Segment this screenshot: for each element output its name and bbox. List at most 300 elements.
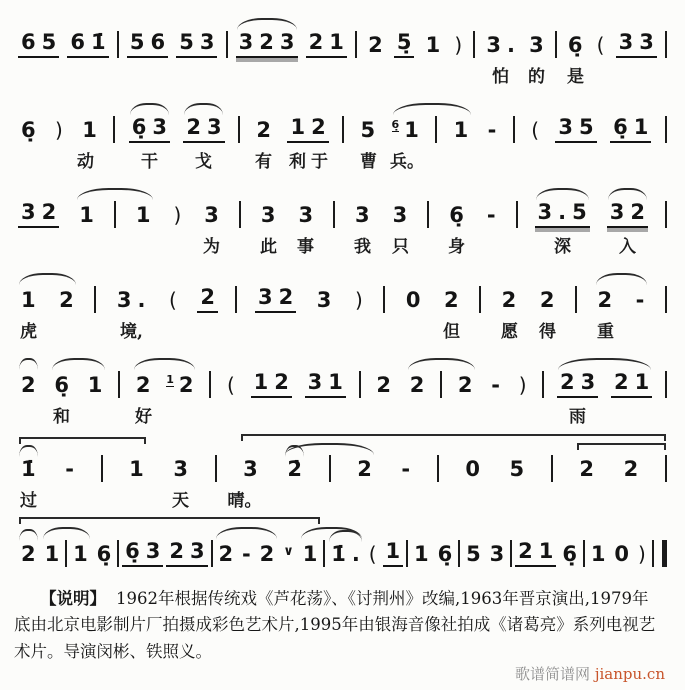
- lyric: 雨: [569, 407, 586, 427]
- note-digit: 1: [135, 203, 151, 227]
- barline: [211, 540, 213, 567]
- note-token: [555, 115, 596, 143]
- notes-row: [16, 8, 669, 61]
- note-digit: 6̣: [125, 539, 140, 563]
- barline: [516, 201, 518, 228]
- note-digit: 3: [258, 285, 273, 309]
- slur-arc: [43, 527, 90, 539]
- watermark-site-name: 歌谱简谱网: [515, 665, 591, 683]
- note-digit: .: [558, 200, 567, 224]
- note-token: [488, 373, 503, 398]
- paren: [594, 33, 608, 58]
- note-digit: 6̣: [449, 203, 464, 227]
- note-digit: 1: [404, 118, 419, 142]
- note-digit: -: [491, 373, 500, 397]
- note-digit: 1: [634, 370, 650, 394]
- lyric: 为: [203, 237, 220, 257]
- slur-arc: [408, 358, 475, 370]
- note-token: [446, 203, 467, 228]
- note-digit: 3: [529, 33, 544, 57]
- note-token: [499, 288, 520, 313]
- note-digit: -: [65, 457, 74, 481]
- note-digit: 6̣: [613, 115, 628, 139]
- note-digit: 1: [329, 30, 344, 54]
- note-token: [70, 542, 91, 567]
- barline: [94, 286, 96, 313]
- paren: [170, 203, 184, 228]
- note-digit: 2: [278, 285, 294, 309]
- lyric: 利: [289, 152, 306, 172]
- watermark: [515, 663, 665, 684]
- note-digit: 5: [41, 30, 57, 54]
- note-token: [515, 539, 556, 567]
- note-digit: 1: [44, 542, 60, 566]
- note-token: [559, 542, 580, 567]
- final-barline: [652, 540, 667, 567]
- note-token: [258, 203, 279, 228]
- barline: [479, 286, 481, 313]
- note-digit: 1: [79, 203, 94, 227]
- lyric: 愿: [501, 322, 518, 342]
- note-token: [236, 30, 298, 58]
- tie-line: [241, 434, 666, 441]
- barline: [226, 31, 228, 58]
- note-token: [56, 288, 77, 313]
- note-digit: 2: [311, 115, 326, 139]
- note-digit: 6̣: [562, 542, 577, 566]
- note-token: [18, 288, 39, 313]
- note-digit: 3: [116, 288, 132, 312]
- lyric: 曹: [360, 152, 377, 172]
- note-token: [576, 457, 597, 482]
- note-digit: 2: [623, 457, 639, 481]
- note-digit: (: [596, 33, 605, 57]
- barline: [342, 116, 344, 143]
- note-digit: 3: [204, 203, 219, 227]
- note-digit: 6̣: [21, 118, 36, 142]
- paren: [516, 373, 530, 398]
- barline: [323, 540, 325, 567]
- note-digit: 1: [253, 370, 269, 394]
- description: [14, 586, 671, 665]
- lyric: 兵。: [390, 152, 424, 172]
- note-digit: 5: [572, 200, 587, 224]
- note-digit: 2: [256, 118, 272, 142]
- lyric: 入: [619, 237, 636, 257]
- watermark-site-url: jianpu.cn: [594, 665, 665, 683]
- note-token: [18, 118, 39, 143]
- note-digit: 3: [173, 457, 188, 481]
- slur-arc: [77, 188, 153, 200]
- note-digit: 5: [509, 457, 525, 481]
- note-digit: 0: [614, 542, 630, 566]
- note-token: [394, 30, 415, 58]
- slur-arc: [216, 527, 277, 539]
- note-digit: (: [368, 542, 377, 566]
- breath-mark: [280, 539, 297, 564]
- lyric: 事: [297, 237, 314, 257]
- note-token: [607, 200, 648, 228]
- description-text-3: 术片。导演闵彬、铁照义。: [14, 641, 212, 661]
- note-token: [295, 203, 316, 228]
- note-digit: 5: [129, 30, 145, 54]
- paren: [366, 542, 380, 567]
- note-digit: 1: [538, 539, 554, 563]
- note-token: [133, 203, 154, 228]
- music-line-6: [16, 433, 669, 512]
- slur-arc: [536, 188, 589, 200]
- barline: [551, 455, 553, 482]
- note-token: [18, 30, 59, 58]
- barline: [510, 540, 512, 567]
- slur-arc: [285, 443, 374, 455]
- lyric: 过: [20, 491, 37, 511]
- note-token: [18, 373, 39, 398]
- slur-arc: [329, 530, 362, 542]
- note-token: [352, 203, 373, 228]
- slur-arc: [52, 358, 105, 370]
- note-digit: 2: [457, 373, 473, 397]
- note-token: [127, 30, 168, 58]
- note-digit: ): [518, 373, 527, 397]
- barline: [239, 201, 241, 228]
- notes-row: [16, 517, 669, 570]
- note-token: [484, 203, 499, 228]
- note-digit: 3: [238, 30, 254, 54]
- note-digit: 1: [290, 115, 306, 139]
- note-token: [328, 542, 363, 567]
- note-digit: 3: [260, 203, 276, 227]
- note-token: [253, 118, 274, 143]
- note-digit: 1̇: [331, 542, 346, 566]
- note-token: [239, 542, 254, 567]
- note-token: [483, 33, 518, 58]
- note-digit: -: [635, 288, 645, 312]
- note-digit: 2: [308, 30, 324, 54]
- lyric: 天: [172, 491, 189, 511]
- note-token: [197, 285, 218, 313]
- note-token: [354, 457, 375, 482]
- note-token: [407, 373, 428, 398]
- barline: [440, 371, 442, 398]
- note-token: [51, 373, 72, 398]
- barline: [101, 455, 103, 482]
- barline: [359, 371, 361, 398]
- lyric: 得: [539, 322, 556, 342]
- note-digit: 2: [560, 370, 575, 394]
- note-digit: 2: [614, 370, 629, 394]
- note-digit: 3: [618, 30, 634, 54]
- note-token: [392, 118, 422, 143]
- paren: [224, 373, 238, 398]
- music-line-1: [16, 8, 669, 88]
- note-digit: ): [55, 118, 63, 142]
- lyric: 只: [392, 237, 409, 257]
- note-digit: (: [168, 288, 177, 312]
- lyrics-row: [16, 401, 669, 428]
- note-digit: 5: [179, 30, 194, 54]
- slur-arc: [393, 103, 471, 115]
- notes-row: [16, 93, 669, 146]
- note-digit: 2: [501, 288, 517, 312]
- barline: [117, 31, 119, 58]
- paren: [352, 288, 366, 313]
- barline: [118, 371, 120, 398]
- note-digit: 2: [630, 200, 645, 224]
- note-digit: 3: [392, 203, 408, 227]
- note-digit: 1: [73, 542, 88, 566]
- note-digit: 5: [466, 542, 481, 566]
- note-token: [616, 30, 657, 58]
- description-line: [14, 586, 671, 612]
- note-token: [383, 539, 404, 567]
- barline: [665, 116, 667, 143]
- note-digit: 1: [590, 542, 606, 566]
- note-digit: -: [242, 542, 251, 566]
- note-digit: 3: [152, 115, 167, 139]
- barline: [215, 455, 217, 482]
- note-digit: 0: [405, 288, 421, 312]
- note-token: [411, 542, 432, 567]
- lyric: 干: [141, 152, 158, 172]
- lyric: 于: [311, 152, 328, 172]
- note-digit: -: [487, 118, 497, 142]
- barline: [665, 201, 667, 228]
- note-digit: 3: [489, 542, 505, 566]
- note-token: [487, 542, 508, 567]
- lyric: 身: [448, 237, 465, 257]
- note-token: [398, 457, 413, 482]
- lyric: 戈: [195, 152, 212, 172]
- note-digit: 5: [360, 118, 376, 142]
- note-token: [79, 118, 100, 143]
- note-digit: 2: [597, 288, 613, 312]
- note-digit: 6̣: [96, 542, 112, 566]
- note-token: [621, 457, 642, 482]
- lyric: 深: [554, 237, 571, 257]
- note-digit: ): [454, 33, 463, 57]
- music-line-4: [16, 263, 669, 343]
- note-digit: -: [401, 457, 411, 481]
- note-token: [133, 373, 154, 398]
- note-digit: (: [531, 118, 539, 142]
- note-token: [251, 370, 292, 398]
- note-digit: 6̣: [567, 33, 583, 57]
- note-digit: ): [173, 203, 182, 227]
- note-digit: 5: [579, 115, 594, 139]
- barline: [583, 540, 585, 567]
- note-digit: .: [137, 288, 146, 312]
- note-digit: 2: [59, 288, 74, 312]
- note-digit: 3: [189, 539, 205, 563]
- note-token: [358, 118, 379, 143]
- note-digit: 2: [200, 285, 215, 309]
- lyrics-row: [16, 231, 669, 258]
- note-digit: 1: [21, 288, 36, 312]
- barline: [575, 286, 577, 313]
- note-token: [633, 288, 648, 313]
- note-token: [62, 457, 77, 482]
- note-token: [126, 457, 147, 482]
- note-digit: 3: [355, 203, 370, 227]
- barline: [427, 201, 429, 228]
- barline: [665, 371, 667, 398]
- note-digit: 1: [82, 118, 97, 142]
- lyric: 怕: [492, 67, 509, 87]
- slur-arc: [237, 18, 297, 30]
- note-digit: 2: [178, 373, 194, 397]
- barline: [458, 540, 460, 567]
- note-token: [611, 370, 652, 398]
- note-digit: .: [506, 33, 515, 57]
- note-digit: 2: [259, 30, 274, 54]
- barline: [665, 286, 667, 313]
- music-line-7: [16, 517, 669, 570]
- barline: [114, 201, 116, 228]
- note-digit: 2: [135, 373, 151, 397]
- note-digit: 2: [21, 542, 36, 566]
- note-digit: 2: [443, 288, 459, 312]
- barline: [383, 286, 385, 313]
- note-token: [565, 33, 586, 58]
- note-token: [390, 203, 411, 228]
- slur-arc: [596, 273, 647, 285]
- barline: [542, 371, 544, 398]
- note-digit: -: [486, 203, 496, 227]
- note-token: [176, 30, 217, 58]
- note-token: [67, 30, 108, 58]
- paren: [528, 118, 542, 143]
- note-token: [423, 33, 444, 58]
- lyric: 的: [528, 67, 545, 87]
- note-digit: ): [637, 542, 646, 566]
- note-digit: 3: [486, 33, 501, 57]
- note-token: [595, 288, 616, 313]
- note-digit: 6̣: [131, 115, 147, 139]
- note-token: [451, 118, 472, 143]
- note-token: [306, 30, 347, 58]
- note-token: [18, 457, 39, 482]
- note-token: [403, 288, 424, 313]
- note-token: [85, 373, 106, 398]
- lyric: 和: [53, 407, 70, 427]
- notes-row: [16, 263, 669, 316]
- note-digit: 2: [169, 539, 184, 563]
- note-token: [588, 542, 609, 567]
- lyrics-row: [16, 485, 669, 512]
- note-token: [435, 542, 456, 567]
- slur-arc: [19, 529, 38, 541]
- barline: [238, 116, 240, 143]
- note-digit: 3: [558, 115, 574, 139]
- barline: [473, 31, 475, 58]
- paren: [451, 33, 465, 58]
- slur-arc: [608, 188, 647, 200]
- lyric: 有: [255, 152, 272, 172]
- barline: [113, 116, 115, 143]
- tie-line: [19, 517, 320, 524]
- paren: [166, 288, 180, 313]
- note-digit: 5̣: [396, 30, 412, 54]
- barline: [665, 31, 667, 58]
- note-token: [94, 542, 115, 567]
- note-digit: 6̣: [54, 373, 69, 397]
- grace-note: 1: [166, 373, 174, 386]
- note-token: [215, 542, 236, 567]
- lyric: 我: [354, 237, 371, 257]
- note-digit: 0: [465, 457, 480, 481]
- note-digit: 2: [579, 457, 594, 481]
- barline: [406, 540, 408, 567]
- note-token: [463, 542, 484, 567]
- grace-note: 6̣: [391, 118, 400, 131]
- note-token: [255, 285, 296, 313]
- note-digit: 1: [453, 118, 469, 142]
- note-digit: 1̇: [90, 30, 106, 54]
- lyrics-row: [16, 316, 669, 343]
- note-digit: 3: [206, 115, 222, 139]
- note-digit: 6: [150, 30, 166, 54]
- note-token: [166, 373, 196, 398]
- note-digit: 2: [539, 288, 555, 312]
- note-digit: 2: [186, 115, 201, 139]
- description-label: 【说明】: [40, 589, 106, 608]
- slur-arc: [558, 358, 651, 370]
- note-token: [441, 288, 462, 313]
- barline: [355, 31, 357, 58]
- barline: [437, 455, 439, 482]
- music-line-5: [16, 348, 669, 428]
- slur-arc: [19, 273, 76, 285]
- note-token: [485, 118, 500, 143]
- barline: [329, 455, 331, 482]
- note-digit: 2: [376, 373, 391, 397]
- lyric: 晴。: [227, 491, 262, 511]
- note-token: [610, 115, 651, 143]
- note-digit: 3: [298, 203, 314, 227]
- music-line-3: [16, 178, 669, 258]
- note-digit: 6: [70, 30, 85, 54]
- lyric: 重: [597, 322, 614, 342]
- note-digit: 2: [357, 457, 372, 481]
- note-token: [300, 542, 321, 567]
- music-line-2: [16, 93, 669, 173]
- lyric: 动: [77, 152, 94, 172]
- note-token: [284, 457, 305, 482]
- note-token: [557, 370, 598, 398]
- note-digit: ∨: [283, 544, 294, 559]
- note-digit: 2: [41, 200, 57, 224]
- slur-arc: [19, 445, 38, 457]
- barline: [235, 286, 237, 313]
- note-digit: 1: [385, 539, 401, 563]
- note-digit: 1: [302, 542, 318, 566]
- note-digit: 6̣: [437, 542, 453, 566]
- description-text-1: 1962年根据传统戏《芦花荡》、《讨荆州》改编,1963年晋京演出,1979年: [116, 589, 649, 608]
- note-token: [114, 288, 149, 313]
- note-digit: 3: [279, 30, 295, 54]
- note-digit: 2: [368, 33, 383, 57]
- note-digit: 2: [218, 542, 234, 566]
- note-token: [240, 457, 261, 482]
- note-digit: 1: [425, 33, 441, 57]
- note-token: [287, 115, 328, 143]
- note-token: [455, 373, 476, 398]
- barline: [435, 116, 437, 143]
- note-token: [305, 370, 346, 398]
- note-digit: 3: [307, 370, 323, 394]
- note-digit: 3: [639, 30, 654, 54]
